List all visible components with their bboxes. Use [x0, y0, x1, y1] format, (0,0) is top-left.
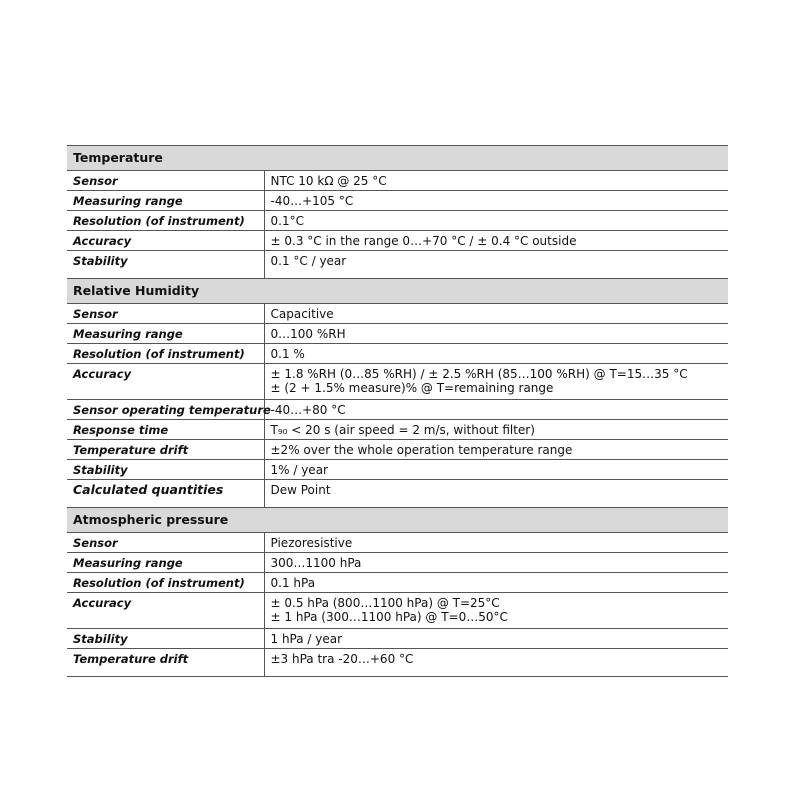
row-label: Stability: [67, 629, 264, 649]
row-value: Dew Point: [264, 480, 728, 508]
table-row: [67, 364, 728, 400]
row-label: Temperature drift: [67, 440, 264, 460]
row-value: 300…1100 hPa: [264, 553, 728, 573]
table-row: [67, 400, 728, 420]
row-label: Sensor: [67, 304, 264, 324]
table-row: [67, 171, 728, 191]
row-label: Resolution (of instrument): [67, 573, 264, 593]
row-value: ±3 hPa tra -20…+60 °C: [264, 649, 728, 677]
table-row: [67, 420, 728, 440]
table-row: [67, 304, 728, 324]
row-value: -40…+105 °C: [264, 191, 728, 211]
table-row: [67, 553, 728, 573]
row-value: 0.1 %: [264, 344, 728, 364]
row-label: Sensor operating temperature: [67, 400, 264, 420]
table-row: [67, 460, 728, 480]
row-label: Measuring range: [67, 553, 264, 573]
row-value: 1% / year: [264, 460, 728, 480]
table-row: [67, 593, 728, 629]
section-header-temperature: [67, 146, 728, 171]
row-label: Resolution (of instrument): [67, 344, 264, 364]
row-label: Temperature drift: [67, 649, 264, 677]
row-value: -40…+80 °C: [264, 400, 728, 420]
row-label: Measuring range: [67, 191, 264, 211]
row-value: 1 hPa / year: [264, 629, 728, 649]
row-label: Calculated quantities: [67, 480, 264, 508]
row-label: Resolution (of instrument): [67, 211, 264, 231]
row-label: Sensor: [67, 171, 264, 191]
row-label: Measuring range: [67, 324, 264, 344]
table-row: [67, 649, 728, 677]
row-value: 0…100 %RH: [264, 324, 728, 344]
table-row: [67, 480, 728, 508]
row-label: Sensor: [67, 533, 264, 553]
row-value: ± 0.3 °C in the range 0…+70 °C / ± 0.4 °C outside: [264, 231, 728, 251]
row-value: Capacitive: [264, 304, 728, 324]
section-title: Atmospheric pressure: [67, 508, 728, 533]
row-value: Piezoresistive: [264, 533, 728, 553]
row-value: 0.1 °C / year: [264, 251, 728, 279]
row-value: ±2% over the whole operation temperature range: [264, 440, 728, 460]
row-label: Stability: [67, 460, 264, 480]
row-value: T₉₀ < 20 s (air speed = 2 m/s, without filter): [264, 420, 728, 440]
section-header-relative-humidity: [67, 279, 728, 304]
table-row: [67, 440, 728, 460]
spec-table: [67, 145, 728, 677]
table-row: [67, 629, 728, 649]
row-label: Accuracy: [67, 364, 264, 400]
table-row: [67, 251, 728, 279]
section-title: Temperature: [67, 146, 728, 171]
section-title: Relative Humidity: [67, 279, 728, 304]
row-value: ± 1.8 %RH (0…85 %RH) / ± 2.5 %RH (85…100 %RH) @ T=15…35 °C ± (2 + 1.5% measure)% @ T=remaining range: [264, 364, 728, 400]
table-row: [67, 191, 728, 211]
table-row: [67, 533, 728, 553]
row-label: Accuracy: [67, 231, 264, 251]
row-value: NTC 10 kΩ @ 25 °C: [264, 171, 728, 191]
row-value: ± 0.5 hPa (800…1100 hPa) @ T=25°C ± 1 hPa (300…1100 hPa) @ T=0…50°C: [264, 593, 728, 629]
section-header-atmospheric-pressure: [67, 508, 728, 533]
table-row: [67, 573, 728, 593]
row-label: Accuracy: [67, 593, 264, 629]
row-value: 0.1 hPa: [264, 573, 728, 593]
table-row: [67, 231, 728, 251]
table-row: [67, 324, 728, 344]
row-label: Stability: [67, 251, 264, 279]
table-row: [67, 211, 728, 231]
row-label: Response time: [67, 420, 264, 440]
row-value: 0.1°C: [264, 211, 728, 231]
table-row: [67, 344, 728, 364]
